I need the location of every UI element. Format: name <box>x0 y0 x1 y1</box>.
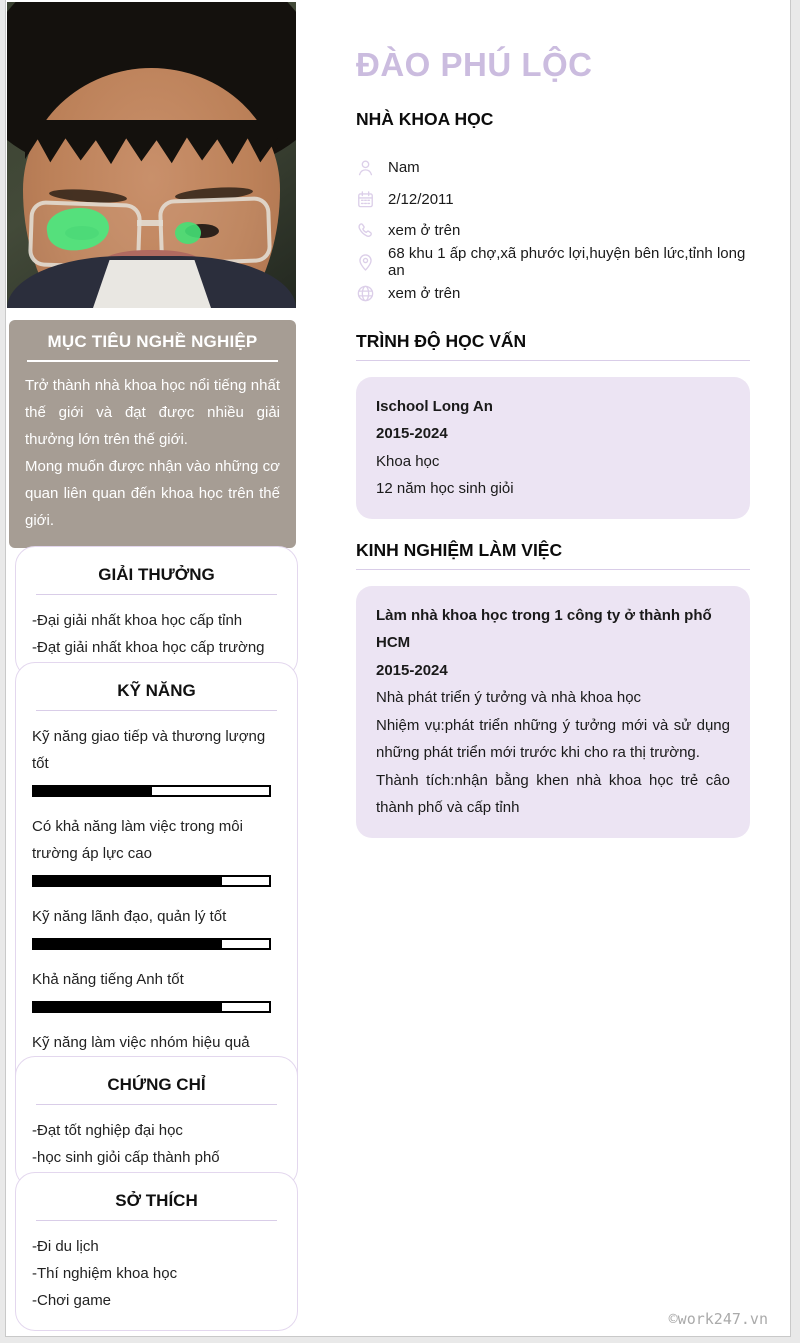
certificate-item: -học sinh giỏi cấp thành phố <box>32 1149 220 1166</box>
info-row-phone <box>356 215 750 247</box>
skill-label: Kỹ năng giao tiếp và thương lượng tốt <box>32 728 266 772</box>
hobby-item: -Thí nghiệm khoa học <box>32 1265 178 1282</box>
objective-paragraph: Trở thành nhà khoa học nổi tiếng nhất thế giới và đạt được nhiều giải thưởng lớn trên thế giới. <box>25 377 280 448</box>
skill-label: Kỹ năng làm việc nhóm hiệu quả <box>32 1034 250 1051</box>
experience-title: Làm nhà khoa học trong 1 công ty ở thành phố HCM <box>376 606 712 651</box>
cv-page <box>5 0 791 1337</box>
experience-duty: Nhiệm vụ:phát triển những ý tưởng mới và sử dụng những phát triển mới trước khi cho ra thị trường. <box>376 716 730 761</box>
objective-paragraph: Mong muốn được nhận vào những cơ quan liên quan đến khoa học trên thế giới. <box>25 458 280 529</box>
address-value: 68 khu 1 ấp chợ,xã phước lợi,huyện bên lức,tỉnh long an <box>388 245 746 280</box>
hobbies-title: SỞ THÍCH <box>36 1191 277 1221</box>
watermark: ©work247.vn <box>668 1310 768 1328</box>
info-row-website <box>356 278 750 310</box>
info-row-address <box>356 247 750 279</box>
skill-label: Kỹ năng lãnh đạo, quản lý tốt <box>32 908 227 925</box>
skill-bar <box>32 875 271 887</box>
hobby-item: -Chơi game <box>32 1292 112 1309</box>
section-awards <box>15 546 298 678</box>
certificate-item: -Đạt tốt nghiệp đại học <box>32 1122 183 1139</box>
awards-title: GIẢI THƯỞNG <box>36 565 277 595</box>
gender-value: Nam <box>388 159 420 177</box>
calendar-icon <box>356 190 375 209</box>
skill-row <box>32 813 281 887</box>
award-item: -Đại giải nhất khoa học cấp tỉnh <box>32 612 243 629</box>
skill-bar <box>32 938 271 950</box>
main-column <box>356 0 750 838</box>
skills-title: KỸ NĂNG <box>36 681 277 711</box>
education-heading: TRÌNH ĐỘ HỌC VẤN <box>356 331 750 361</box>
person-icon <box>356 158 375 177</box>
personal-info <box>356 152 750 310</box>
phone-icon <box>356 221 375 240</box>
skill-label: Có khả năng làm việc trong môi trường áp lực cao <box>32 818 243 862</box>
skill-bar <box>32 1001 271 1013</box>
experience-heading: KINH NGHIỆM LÀM VIỆC <box>356 540 750 570</box>
section-skills <box>15 662 298 1109</box>
phone-value: xem ở trên <box>388 222 461 240</box>
education-major: Khoa học <box>376 452 440 470</box>
info-row-birthdate <box>356 184 750 216</box>
skill-row <box>32 723 281 797</box>
education-period: 2015-2024 <box>376 425 448 442</box>
award-item: -Đạt giải nhất khoa học cấp trường <box>32 639 265 656</box>
experience-period: 2015-2024 <box>376 661 448 679</box>
birthdate-value: 2/12/2011 <box>388 190 454 208</box>
education-achievement: 12 năm học sinh giỏi <box>376 480 514 497</box>
experience-entry <box>356 586 750 838</box>
website-value: xem ở trên <box>388 285 461 303</box>
profile-photo <box>7 2 296 308</box>
objective-title: MỤC TIÊU NGHỀ NGHIỆP <box>27 332 278 362</box>
skill-row <box>32 966 281 1013</box>
section-hobbies <box>15 1172 298 1331</box>
education-school: Ischool Long An <box>376 397 493 415</box>
certificates-title: CHỨNG CHỈ <box>36 1075 277 1105</box>
experience-achievement: Thành tích:nhận bằng khen nhà khoa học trẻ câo thành phố và cấp tỉnh <box>376 771 730 816</box>
info-row-gender <box>356 152 750 184</box>
candidate-name: ĐÀO PHÚ LỘC <box>356 46 593 83</box>
skill-bar <box>32 785 271 797</box>
candidate-title: NHÀ KHOA HỌC <box>356 109 494 129</box>
location-icon <box>356 253 375 272</box>
skill-label: Khả năng tiếng Anh tốt <box>32 971 184 988</box>
globe-icon <box>356 284 375 303</box>
section-certificates <box>15 1056 298 1188</box>
hobby-item: -Đi du lịch <box>32 1238 99 1255</box>
section-objective <box>9 320 296 548</box>
education-entry <box>356 377 750 519</box>
experience-role: Nhà phát triển ý tưởng và nhà khoa học <box>376 689 642 706</box>
skill-row <box>32 903 281 950</box>
